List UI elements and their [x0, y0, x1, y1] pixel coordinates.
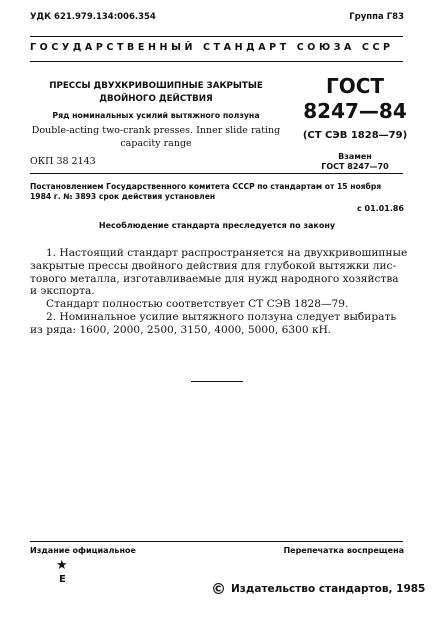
end-rule [191, 381, 243, 382]
effective-date: с 01.01.86 [356, 204, 404, 213]
gost-block [298, 74, 412, 144]
reprint-notice: Перепечатка воспрещена [283, 546, 404, 555]
title-ru-subtitle: Ряд номинальных усилий вытяжного ползуна [52, 111, 260, 120]
title-block [28, 80, 284, 122]
p3-line1: 2. Номинальное усилие вытяжного ползуна следует выбирать [46, 310, 397, 323]
p1-line1: 1. Настоящий стандарт распространяется на двухкривошипные [46, 247, 408, 259]
top-rule [30, 36, 403, 37]
replaces-block [298, 152, 412, 172]
letter-mark: Е [59, 574, 66, 585]
edition: Издание официальное [30, 546, 136, 555]
gost-number: 8247—84 [303, 99, 407, 123]
replaces-value: ГОСТ 8247—70 [321, 162, 389, 171]
p1-line3: тового металла, изготавливаемые для нужд народного хозяйства [30, 272, 399, 285]
st-sev: (СТ СЭВ 1828—79) [302, 130, 408, 141]
body-text [30, 247, 408, 337]
star-icon: ★ [56, 558, 68, 573]
title-en-line1: Double-acting two-crank presses. Inner slide rating [31, 125, 281, 136]
replaces-label: Взамен [338, 152, 372, 161]
p1-line4: и экспорта. [30, 285, 95, 298]
decree-line1: Постановлением Государственного комитета СССР по стандартам от 15 ноября [30, 182, 382, 191]
group-code: Группа Г83 [349, 12, 404, 22]
header-rule [30, 61, 403, 62]
decree [30, 182, 404, 202]
p3-line2: из ряда: 1600, 2000, 2500, 3150, 4000, 5000, 6300 кН. [30, 323, 332, 336]
banner: ГОСУДАРСТВЕННЫЙ СТАНДАРТ СОЮЗА ССР [30, 42, 394, 53]
udk-code: УДК 621.979.134:006.354 [30, 12, 156, 22]
title-en-line2: capacity range [120, 138, 192, 149]
p1-line2: закрытые прессы двойного действия для глубокой вытяжки лис- [30, 259, 397, 272]
copyright-icon: © [211, 580, 226, 598]
copyright: Издательство стандартов, 1985 [231, 583, 426, 595]
footer-rule [30, 541, 403, 542]
title-ru-line2: ДВОЙНОГО ДЕЙСТВИЯ [99, 94, 213, 104]
p2: Стандарт полностью соответствует СТ СЭВ 1828—79. [46, 298, 349, 311]
decree-line2: 1984 г. № 3893 срок действия установлен [30, 192, 216, 201]
warning: Несоблюдение стандарта преследуется по закону [98, 221, 336, 230]
title-rule [30, 173, 403, 174]
title-en [28, 124, 284, 150]
okp-code: ОКП 38 2143 [30, 156, 96, 167]
gost-word: ГОСТ [325, 74, 385, 98]
title-ru-line1: ПРЕССЫ ДВУХКРИВОШИПНЫЕ ЗАКРЫТЫЕ [49, 81, 263, 91]
